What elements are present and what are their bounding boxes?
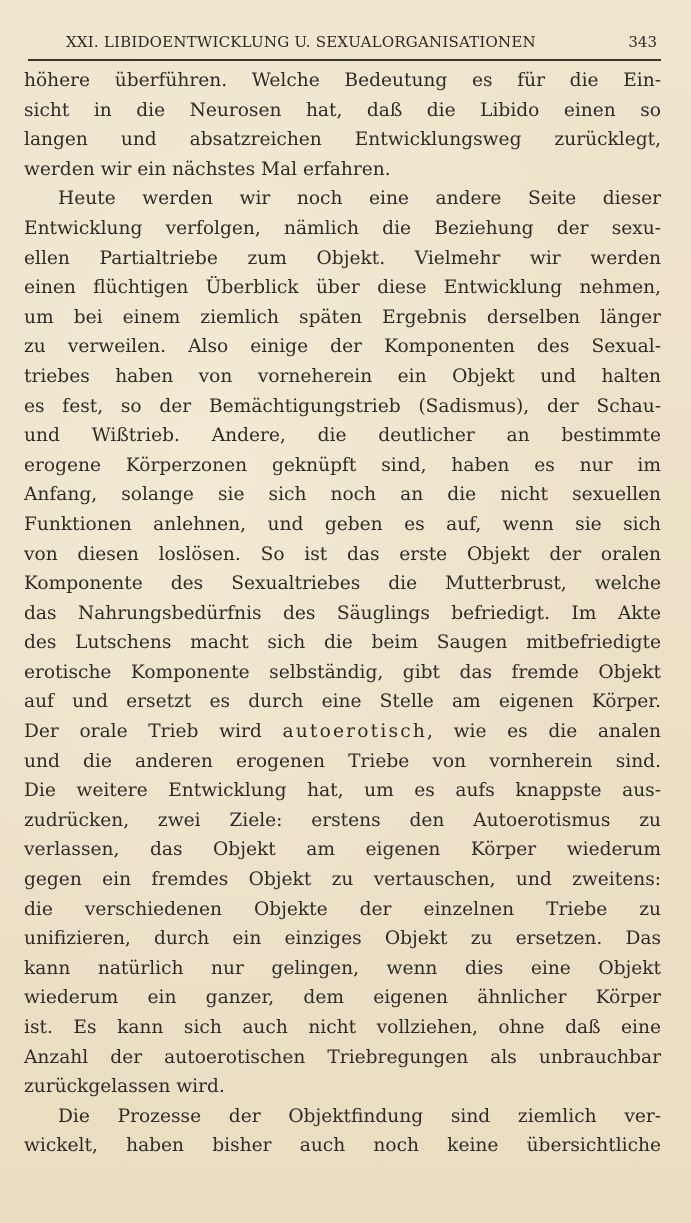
- text-line: auf und ersetzt es durch eine Stelle am eigenen Körper.: [24, 691, 661, 713]
- text-line: zu verweilen. Also einige der Komponenten des Sexual-: [24, 336, 661, 358]
- text-line: unifizieren, durch ein einziges Objekt zu ersetzen. Das: [24, 928, 661, 950]
- running-header: [28, 33, 661, 59]
- text-line: wiederum ein ganzer, dem eigenen ähnlicher Körper: [24, 987, 661, 1009]
- text-line: Funktionen anlehnen, und geben es auf, wenn sie sich: [24, 513, 661, 535]
- text-line: zudrücken, zwei Ziele: erstens den Autoerotismus zu: [24, 809, 661, 831]
- text-line: des Lutschens macht sich die beim Saugen mitbefriedigte: [24, 632, 661, 654]
- text-line: Die Prozesse der Objektfindung sind ziemlich ver-: [58, 1105, 661, 1127]
- text-line: zurückgelassen wird.: [24, 1076, 225, 1098]
- text-line: die verschiedenen Objekte der einzelnen Triebe zu: [24, 898, 661, 920]
- text-line: von diesen loslösen. So ist das erste Objekt der oralen: [24, 543, 661, 565]
- text-fragment: Der orale Trieb wird: [24, 721, 283, 743]
- text-line: gegen ein fremdes Objekt zu vertauschen, und zweitens:: [24, 869, 661, 891]
- text-line: einen flüchtigen Überblick über diese Entwicklung nehmen,: [24, 277, 661, 299]
- text-line: höhere überführen. Welche Bedeutung es für die Ein-: [24, 70, 661, 91]
- text-line: es fest, so der Bemächtigungstrieb (Sadismus), der Schau-: [24, 395, 661, 417]
- text-line: wickelt, haben bisher auch noch keine übersichtliche: [24, 1135, 661, 1157]
- text-line: kann natürlich nur gelingen, wenn dies eine Objekt: [24, 957, 661, 979]
- body-text: [24, 66, 661, 1161]
- text-line: langen und absatzreichen Entwicklungsweg zurücklegt,: [24, 129, 661, 151]
- page-number: 343: [628, 33, 657, 51]
- running-header-title: XXI. LIBIDOENTWICKLUNG U. SEXUALORGANISATIONEN: [66, 33, 536, 51]
- text-line: erogene Körperzonen geknüpft sind, haben es nur im: [24, 454, 661, 476]
- spaced-emphasis: autoerotisch: [282, 721, 428, 743]
- text-line: und Wißtrieb. Andere, die deutlicher an bestimmte: [24, 425, 661, 447]
- text-line: werden wir ein nächstes Mal erfahren.: [24, 158, 391, 180]
- text-line-spaced: [24, 717, 661, 747]
- text-line: Anzahl der autoerotischen Triebregungen als unbrauchbar: [24, 1046, 661, 1068]
- text-line: um bei einem ziemlich späten Ergebnis derselben länger: [24, 306, 661, 328]
- text-line: das Nahrungsbedürfnis des Säuglings befriedigt. Im Akte: [24, 602, 661, 624]
- text-fragment: , wie es die analen: [427, 721, 662, 743]
- text-line: ellen Partialtriebe zum Objekt. Vielmehr wir werden: [24, 247, 661, 269]
- header-rule: [28, 59, 661, 61]
- text-line: ist. Es kann sich auch nicht vollziehen, ohne daß eine: [24, 1017, 661, 1038]
- text-line: verlassen, das Objekt am eigenen Körper wiederum: [24, 839, 661, 861]
- text-line: triebes haben von vorneherein ein Objekt und halten: [24, 365, 661, 387]
- text-line: Anfang, solange sie sich noch an die nicht sexuellen: [24, 484, 661, 506]
- text-line: Entwicklung verfolgen, nämlich die Beziehung der sexu-: [24, 217, 661, 239]
- text-line: und die anderen erogenen Triebe von vornherein sind.: [24, 750, 661, 772]
- text-line: Die weitere Entwicklung hat, um es aufs knappste aus-: [24, 780, 661, 802]
- text-line: sicht in die Neurosen hat, daß die Libido einen so: [24, 99, 661, 121]
- text-line: Komponente des Sexualtriebes die Mutterbrust, welche: [24, 573, 661, 595]
- text-line: Heute werden wir noch eine andere Seite dieser: [58, 188, 661, 210]
- text-line: erotische Komponente selbständig, gibt das fremde Objekt: [24, 661, 661, 683]
